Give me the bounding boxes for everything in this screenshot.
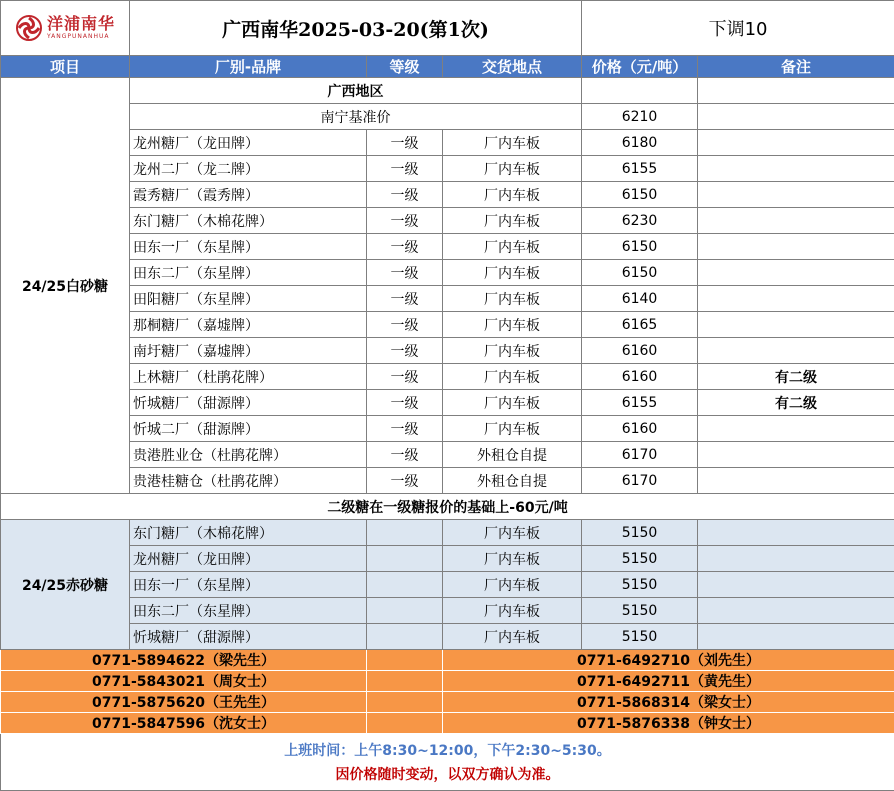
contact-phone-left: 0771-5847596（沈女士）	[1, 713, 367, 734]
contact-phone-right: 0771-6492710（刘先生）	[443, 650, 894, 671]
delivery-location: 厂内车板	[443, 156, 582, 182]
delivery-location: 厂内车板	[443, 546, 582, 572]
mill-brand: 霞秀糖厂（霞秀牌）	[130, 182, 367, 208]
table-row	[1, 286, 894, 312]
mill-brand: 田东一厂（东星牌）	[130, 234, 367, 260]
note	[698, 598, 894, 624]
delivery-location: 厂内车板	[443, 598, 582, 624]
note	[698, 468, 894, 494]
contact-phone-left: 0771-5843021（周女士）	[1, 671, 367, 692]
note: 有二级	[698, 364, 894, 390]
contact-phone-left: 0771-5894622（梁先生）	[1, 650, 367, 671]
office-hours: 上班时间：上午8:30~12:00，下午2:30~5:30。	[1, 740, 894, 760]
grade	[367, 624, 443, 650]
price: 6180	[582, 130, 698, 156]
table-row	[1, 182, 894, 208]
header-row	[1, 56, 894, 78]
base-price-row	[1, 104, 894, 130]
region-price-empty	[582, 78, 698, 104]
note	[698, 624, 894, 650]
logo-english-text: YANGPUNANHUA	[47, 34, 110, 40]
mill-brand: 忻城糖厂（甜源牌）	[130, 624, 367, 650]
price: 6170	[582, 442, 698, 468]
table-row	[1, 520, 894, 546]
price: 6160	[582, 338, 698, 364]
header-note: 备注	[698, 56, 894, 78]
note	[698, 416, 894, 442]
table-row	[1, 234, 894, 260]
mill-brand: 田东二厂（东星牌）	[130, 598, 367, 624]
price: 6150	[582, 182, 698, 208]
footer-cell	[1, 734, 894, 791]
table-row	[1, 390, 894, 416]
table-row	[1, 364, 894, 390]
mill-brand: 忻城糖厂（甜源牌）	[130, 390, 367, 416]
price: 6150	[582, 260, 698, 286]
grade: 一级	[367, 442, 443, 468]
grade: 一级	[367, 182, 443, 208]
contact-phone-right: 0771-5876338（钟女士）	[443, 713, 894, 734]
header-price: 价格（元/吨）	[582, 56, 698, 78]
logo-cell	[1, 1, 130, 56]
grade	[367, 520, 443, 546]
table-row	[1, 312, 894, 338]
price: 6230	[582, 208, 698, 234]
price: 6155	[582, 156, 698, 182]
mill-brand: 东门糖厂（木棉花牌）	[130, 520, 367, 546]
price: 5150	[582, 520, 698, 546]
delivery-location: 厂内车板	[443, 572, 582, 598]
header-item: 项目	[1, 56, 130, 78]
grade	[367, 572, 443, 598]
footer-row	[1, 734, 894, 791]
table-row	[1, 442, 894, 468]
grade	[367, 598, 443, 624]
grade: 一级	[367, 234, 443, 260]
title-row	[1, 1, 894, 56]
note	[698, 234, 894, 260]
contact-phone-right: 0771-5868314（梁女士）	[443, 692, 894, 713]
delivery-location: 厂内车板	[443, 260, 582, 286]
grade: 一级	[367, 286, 443, 312]
grade: 一级	[367, 338, 443, 364]
table-row	[1, 338, 894, 364]
note	[698, 260, 894, 286]
price-disclaimer: 因价格随时变动，以双方确认为准。	[1, 764, 894, 784]
delivery-location: 外租仓自提	[443, 468, 582, 494]
grade: 一级	[367, 130, 443, 156]
sheet-title: 广西南华2025-03-20(第1次)	[130, 1, 582, 56]
contact-spacer	[367, 650, 443, 671]
header-delivery: 交货地点	[443, 56, 582, 78]
price: 5150	[582, 572, 698, 598]
logo-chinese-text: 洋浦南华	[47, 16, 115, 32]
base-price-value: 6210	[582, 104, 698, 130]
base-price-note	[698, 104, 894, 130]
table-row	[1, 598, 894, 624]
delivery-location: 厂内车板	[443, 130, 582, 156]
mill-brand: 忻城二厂（甜源牌）	[130, 416, 367, 442]
note	[698, 208, 894, 234]
note	[698, 182, 894, 208]
price: 6160	[582, 416, 698, 442]
company-logo	[1, 14, 129, 42]
delivery-location: 厂内车板	[443, 286, 582, 312]
contact-spacer	[367, 671, 443, 692]
delivery-location: 厂内车板	[443, 520, 582, 546]
region-row	[1, 78, 894, 104]
contact-phone-right: 0771-6492711（黄先生）	[443, 671, 894, 692]
red-spiral-logo-icon	[15, 14, 43, 42]
note	[698, 442, 894, 468]
contact-phone-left: 0771-5875620（王先生）	[1, 692, 367, 713]
price: 5150	[582, 546, 698, 572]
second-grade-note-row	[1, 494, 894, 520]
note	[698, 156, 894, 182]
note	[698, 130, 894, 156]
contact-row	[1, 692, 894, 713]
contact-row	[1, 650, 894, 671]
delivery-location: 厂内车板	[443, 364, 582, 390]
delivery-location: 厂内车板	[443, 624, 582, 650]
price: 6165	[582, 312, 698, 338]
mill-brand: 贵港胜业仓（杜鹃花牌）	[130, 442, 367, 468]
mill-brand: 上林糖厂（杜鹃花牌）	[130, 364, 367, 390]
table-row	[1, 130, 894, 156]
table-row	[1, 546, 894, 572]
second-grade-note: 二级糖在一级糖报价的基础上-60元/吨	[1, 494, 894, 520]
grade: 一级	[367, 312, 443, 338]
delivery-location: 厂内车板	[443, 338, 582, 364]
region-label: 广西地区	[130, 78, 582, 104]
table-row	[1, 572, 894, 598]
delivery-location: 厂内车板	[443, 234, 582, 260]
mill-brand: 田东二厂（东星牌）	[130, 260, 367, 286]
table-row	[1, 624, 894, 650]
price: 5150	[582, 598, 698, 624]
note	[698, 520, 894, 546]
price: 6155	[582, 390, 698, 416]
header-grade: 等级	[367, 56, 443, 78]
note	[698, 286, 894, 312]
price: 6170	[582, 468, 698, 494]
delivery-location: 厂内车板	[443, 182, 582, 208]
contact-spacer	[367, 713, 443, 734]
base-price-label: 南宁基准价	[130, 104, 582, 130]
price: 6160	[582, 364, 698, 390]
table-row	[1, 156, 894, 182]
delivery-location: 厂内车板	[443, 312, 582, 338]
region-note-empty	[698, 78, 894, 104]
table-row	[1, 468, 894, 494]
delivery-location: 厂内车板	[443, 416, 582, 442]
note	[698, 572, 894, 598]
grade: 一级	[367, 208, 443, 234]
mill-brand: 龙州糖厂（龙田牌）	[130, 546, 367, 572]
mill-brand: 贵港桂糖仓（杜鹃花牌）	[130, 468, 367, 494]
note	[698, 546, 894, 572]
mill-brand: 龙州二厂（龙二牌）	[130, 156, 367, 182]
grade	[367, 546, 443, 572]
grade: 一级	[367, 468, 443, 494]
table-row	[1, 260, 894, 286]
contact-row	[1, 671, 894, 692]
mill-brand: 东门糖厂（木棉花牌）	[130, 208, 367, 234]
note	[698, 338, 894, 364]
red-sugar-category: 24/25赤砂糖	[1, 520, 130, 650]
price-adjustment: 下调10	[582, 1, 894, 56]
table-row	[1, 416, 894, 442]
delivery-location: 外租仓自提	[443, 442, 582, 468]
mill-brand: 龙州糖厂（龙田牌）	[130, 130, 367, 156]
price: 6140	[582, 286, 698, 312]
price: 5150	[582, 624, 698, 650]
grade: 一级	[367, 364, 443, 390]
contact-spacer	[367, 692, 443, 713]
mill-brand: 田东一厂（东星牌）	[130, 572, 367, 598]
price: 6150	[582, 234, 698, 260]
mill-brand: 南圩糖厂（嘉墟牌）	[130, 338, 367, 364]
delivery-location: 厂内车板	[443, 208, 582, 234]
mill-brand: 那桐糖厂（嘉墟牌）	[130, 312, 367, 338]
contact-row	[1, 713, 894, 734]
header-mill-brand: 厂别-品牌	[130, 56, 367, 78]
table-row	[1, 208, 894, 234]
note: 有二级	[698, 390, 894, 416]
grade: 一级	[367, 416, 443, 442]
mill-brand: 田阳糖厂（东星牌）	[130, 286, 367, 312]
note	[698, 312, 894, 338]
grade: 一级	[367, 156, 443, 182]
grade: 一级	[367, 390, 443, 416]
grade: 一级	[367, 260, 443, 286]
delivery-location: 厂内车板	[443, 390, 582, 416]
white-sugar-category: 24/25白砂糖	[1, 78, 130, 494]
